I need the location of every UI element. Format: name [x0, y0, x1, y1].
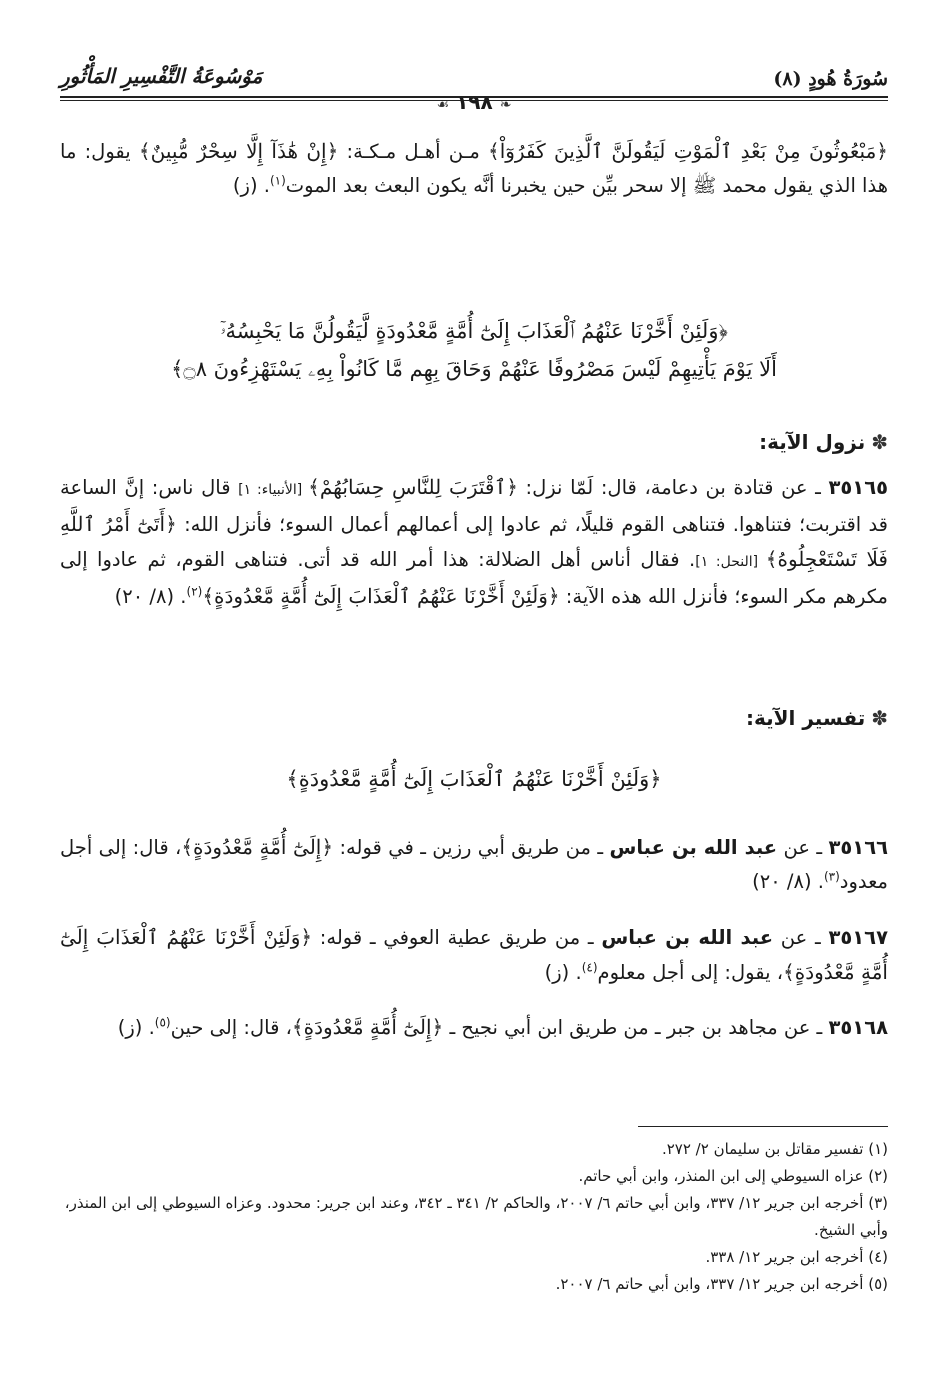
header-rule-thin: [60, 100, 888, 101]
quran-quote: ﴿إِلَىٰٓ أُمَّةٍ مَّعْدُودَةٍ﴾: [291, 1015, 444, 1039]
surah-title: سُورَةُ هُودٍ (٨): [773, 68, 888, 90]
quran-quote: ﴿أَتَىٰٓ أَمْرُ ٱللَّهِ فَلَا تَسْتَعْجِلُوهُ﴾: [60, 512, 888, 571]
section-heading-nuzul: ✽نزول الآية:: [759, 430, 888, 454]
entry-number: ٣٥١٦٧: [828, 926, 888, 949]
entry-35165: ٣٥١٦٥ ـ عن قتادة بن دعامة، قال: لَمّا نزل: ﴿ٱقْتَرَبَ لِلنَّاسِ حِسَابُهُمْ﴾ [الأنبياء: ١] قال ناس: إنَّ الساعة قد اقتربت؛ فتناهوا. فتناهى القوم قليلًا، ثم عادوا إلى أعمالهم أعمال السوء؛ فأنزل الله: ﴿أَتَىٰٓ أَمْرُ ٱللَّهِ فَلَا تَسْتَعْجِلُوهُ﴾ [النحل: ١]. فقال أناس أهل الضلالة: هذا أمر الله قد أتى. فتناهى القوم، ثم عادوا إلى مكرهم مكر السوء؛ فأنزل الله هذه الآية: ﴿وَلَئِنْ أَخَّرْنَا عَنْهُمُ ٱلْعَذَابَ إِلَىٰٓ أُمَّةٍ مَّعْدُودَةٍ﴾$^{(٢)}$. (٨/ ٢٠): [60, 475, 889, 608]
footnote: (٢) عزاه السيوطي إلى ابن المنذر، وابن أبي حاتم.: [578, 1167, 888, 1185]
quran-quote: ﴿إِلَىٰٓ أُمَّةٍ مَّعْدُودَةٍ﴾: [181, 835, 334, 859]
flower-icon: ✽: [871, 430, 888, 454]
quran-reference: [النحل: ١]: [695, 554, 766, 570]
quran-quote: ﴿وَلَئِنْ أَخَّرْنَا عَنْهُمُ ٱلْعَذَابَ إِلَىٰٓ أُمَّةٍ مَّعْدُودَةٍ﴾: [202, 584, 560, 608]
book-page: [60, 60, 888, 1350]
footnote: (٣) أخرجه ابن جرير ١٢/ ٣٣٧، وابن أبي حاتم ٦/ ٢٠٠٧، والحاكم ٢/ ٣٤١ ـ ٣٤٢، وعند ابن جرير: محدود. وعزاه السيوطي إلى ابن المنذر، وأبي الشيخ.: [64, 1194, 888, 1239]
narrator-name: عبد الله بن عباس: [609, 836, 778, 859]
book-title: مَوْسُوعَةُ التَّفْسِيرِ المَأْثُورِ: [60, 64, 263, 88]
verse-line: ﴿وَلَئِنْ أَخَّرْنَا عَنْهُمُ ٱلْعَذَابَ إِلَىٰٓ أُمَّةٍ مَّعْدُودَةٍ لَّيَقُولُنَّ مَا يَحْبِسُهُۥٓ: [220, 319, 728, 343]
quran-quote: ﴿إِنْ هَٰذَآ إِلَّا سِحْرٌ مُّبِينٌ﴾: [138, 139, 339, 163]
footnote: (٥) أخرجه ابن جرير ١٢/ ٣٣٧، وابن أبي حاتم ٦/ ٢٠٠٧.: [555, 1275, 888, 1293]
ornament-icon: ☙: [436, 97, 450, 113]
section-heading-tafsir: ✽تفسير الآية:: [746, 706, 888, 730]
flower-icon: ✽: [871, 706, 888, 730]
entry-35168: ٣٥١٦٨ ـ عن مجاهد بن جبر ـ من طريق ابن أبي نجيح ـ ﴿إِلَىٰٓ أُمَّةٍ مَّعْدُودَةٍ﴾، قال: إلى حين$^{(٥)}$. (ز): [117, 1015, 888, 1039]
footnote-ref: (٢): [186, 584, 203, 599]
narrator-name: عبد الله بن عباس: [601, 926, 774, 949]
entry-number: ٣٥١٦٨: [828, 1016, 888, 1039]
entry-35166: ٣٥١٦٦ ـ عن عبد الله بن عباس ـ من طريق أبي رزين ـ في قوله: ﴿إِلَىٰٓ أُمَّةٍ مَّعْدُودَةٍ﴾، قال: إلى أجل معدود$^{(٣)}$. (٨/ ٢٠): [60, 835, 889, 893]
main-verse: [60, 312, 888, 388]
footnote-separator: [638, 1126, 888, 1127]
entry-number: ٣٥١٦٦: [828, 836, 889, 859]
running-header: [60, 64, 888, 114]
page-number: ١٩٨: [456, 90, 493, 114]
footnote-ref: (١): [269, 173, 286, 188]
page-number-block: [60, 90, 888, 114]
header-rule: [60, 96, 888, 98]
quran-quote: ﴿ٱقْتَرَبَ لِلنَّاسِ حِسَابُهُمْ﴾: [308, 475, 518, 499]
footnote: (١) تفسير مقاتل بن سليمان ٢/ ٢٧٢.: [661, 1140, 888, 1158]
footnote-ref: (٣): [823, 869, 840, 884]
quran-quote: ﴿وَلَئِنْ أَخَّرْنَا عَنْهُمُ ٱلْعَذَابَ إِلَىٰٓ أُمَّةٍ مَّعْدُودَةٍ﴾: [60, 925, 888, 984]
intro-paragraph: ﴿مَبْعُوثُونَ مِنْ بَعْدِ ٱلْمَوْتِ لَيَقُولَنَّ ٱلَّذِينَ كَفَرُوٓاْ﴾ مـن أهـل مـكـة: ﴿إِنْ هَٰذَآ إِلَّا سِحْرٌ مُّبِينٌ﴾ يقول: ما هذا الذي يقول محمد ﷺ إلا سحر بيِّن حين يخبرنا أنَّه يكون البعث بعد الموت$^{(١)}$. (ز): [60, 139, 889, 197]
entry-35167: ٣٥١٦٧ ـ عن عبد الله بن عباس ـ من طريق عطية العوفي ـ قوله: ﴿وَلَئِنْ أَخَّرْنَا عَنْهُمُ ٱلْعَذَابَ إِلَىٰٓ أُمَّةٍ مَّعْدُودَةٍ﴾، يقول: إلى أجل معلوم$^{(٤)}$. (ز): [60, 925, 888, 984]
footnote-ref: (٤): [581, 960, 598, 975]
entry-number: ٣٥١٦٥: [828, 476, 888, 499]
footnotes: [60, 1136, 888, 1298]
verse-line: أَلَا يَوْمَ يَأْتِيهِمْ لَيْسَ مَصْرُوفًا عَنْهُمْ وَحَاقَ بِهِم مَّا كَانُواْ بِهِۦ يَسْتَهْزِءُونَ ۝٨﴾: [171, 357, 777, 381]
quran-quote: ﴿مَبْعُوثُونَ مِنْ بَعْدِ ٱلْمَوْتِ لَيَقُولَنَّ ٱلَّذِينَ كَفَرُوٓاْ﴾: [488, 139, 889, 163]
quran-reference: [الأنبياء: ١]: [238, 482, 309, 498]
sub-verse: ﴿وَلَئِنْ أَخَّرْنَا عَنْهُمُ ٱلْعَذَابَ إِلَىٰٓ أُمَّةٍ مَّعْدُودَةٍ﴾: [286, 767, 662, 791]
footnote: (٤) أخرجه ابن جرير ١٢/ ٣٣٨.: [705, 1248, 888, 1266]
footnote-ref: (٥): [154, 1015, 171, 1030]
ornament-icon: ❧: [499, 97, 512, 113]
